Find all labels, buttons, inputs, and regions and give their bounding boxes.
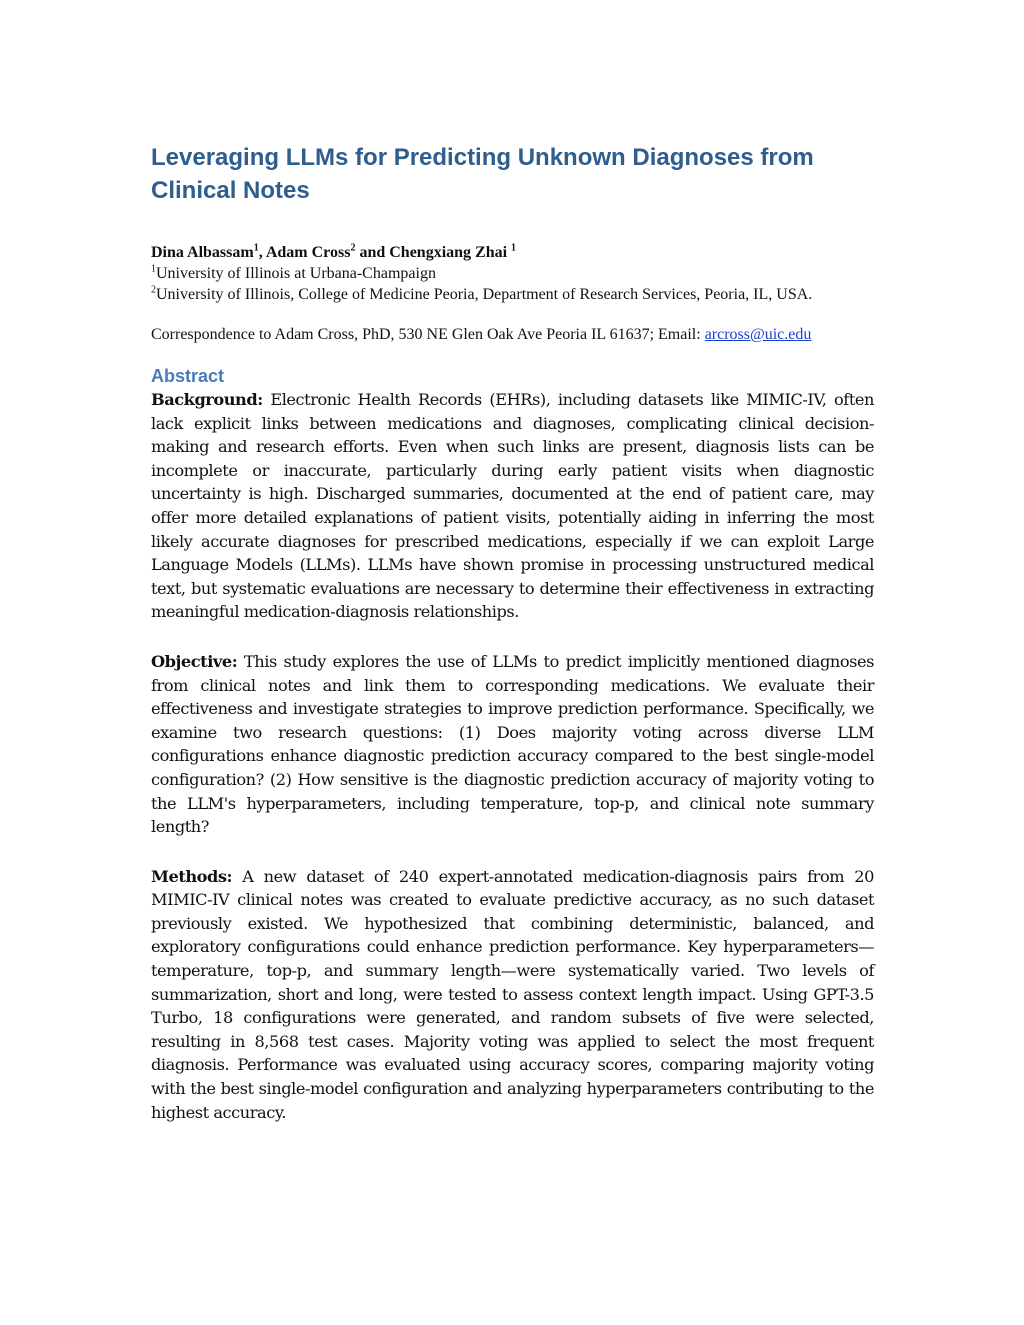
author-name: Adam Cross: [265, 244, 351, 261]
correspondence-line: [151, 325, 874, 345]
abstract-objective: [151, 650, 874, 839]
section-text: A new dataset of 240 expert-annotated medication-diagnosis pairs from 20 MIMIC-IV clinical notes was created to evaluate predictive accuracy, as no such dataset previously existed. We hypothesized that combining deterministic, balanced, and exploratory configurations could enhance prediction performance. Key hyperparameters—temperature, top-p, and summary length—were systematically varied. Two levels of summarization, short and long, were tested to assess context length impact. Using GPT-3.5 Turbo, 18 configurations were generated, and random subsets of five were selected, resulting in 8,568 test cases. Majority voting was applied to select the most frequent diagnosis. Performance was evaluated using accuracy scores, comparing majority voting with the best single-model configuration and analyzing hyperparameters contributing to the highest accuracy.: [151, 866, 874, 1122]
author-name: Dina Albassam: [151, 244, 254, 261]
section-label: Objective:: [151, 651, 238, 671]
abstract-heading: Abstract: [151, 366, 225, 386]
email-link[interactable]: arcross@uic.edu: [704, 326, 812, 343]
author-affiliation-mark: 1: [511, 242, 517, 254]
abstract-background: [151, 388, 874, 624]
affiliation-mark: 2: [151, 284, 156, 296]
affiliation-text: University of Illinois, College of Medicine Peoria, Department of Research Services, Peoria, IL, USA.: [156, 286, 813, 303]
correspondence-text: Correspondence to Adam Cross, PhD, 530 NE Glen Oak Ave Peoria IL 61637; Email:: [151, 326, 705, 343]
author-affiliation-mark: 1: [253, 242, 259, 254]
affiliation-line: [151, 263, 874, 284]
section-text: This study explores the use of LLMs to predict implicitly mentioned diagnoses from clinical notes and link them to corresponding medications. We evaluate their effectiveness and investigate strategies to improve prediction performance. Specifically, we examine two research questions: (1) Does majority voting across diverse LLM configurations enhance diagnostic prediction accuracy compared to the best single-model configuration? (2) How sensitive is the diagnostic prediction accuracy of majority voting to the LLM's hyperparameters, including temperature, top-p, and clinical note summary length?: [151, 651, 874, 837]
section-label: Methods:: [151, 866, 233, 886]
author-affiliation-mark: 2: [350, 242, 356, 254]
paper-title: Leveraging LLMs for Predicting Unknown Diagnoses from Clinical Notes: [151, 144, 814, 204]
affiliation-line: [151, 284, 874, 305]
author-separator: and: [355, 244, 390, 261]
affiliation-mark: 1: [151, 263, 156, 275]
section-label: Background:: [151, 390, 263, 409]
author-list: [151, 243, 874, 263]
section-text: Electronic Health Records (EHRs), including datasets like MIMIC-IV, often lack explicit links between medications and diagnoses, complicating clinical decision-making and research efforts. Even when such links are present, diagnosis lists can be incomplete or inaccurate, particularly during early patient visits when diagnostic uncertainty is high. Discharged summaries, documented at the end of patient care, may offer more detailed explanations of patient visits, potentially aiding in inferring the most likely accurate diagnoses for prescribed medications, especially if we can exploit Large Language Models (LLMs). LLMs have shown promise in processing unstructured medical text, but systematic evaluations are necessary to determine their effectiveness in extracting meaningful medication-diagnosis relationships.: [151, 390, 874, 622]
paper-page: [151, 141, 874, 1124]
abstract-methods: [151, 865, 874, 1125]
affiliation-text: University of Illinois at Urbana-Champaign: [156, 265, 436, 282]
author-name: Chengxiang Zhai: [389, 244, 512, 261]
author-separator: ,: [258, 244, 266, 261]
